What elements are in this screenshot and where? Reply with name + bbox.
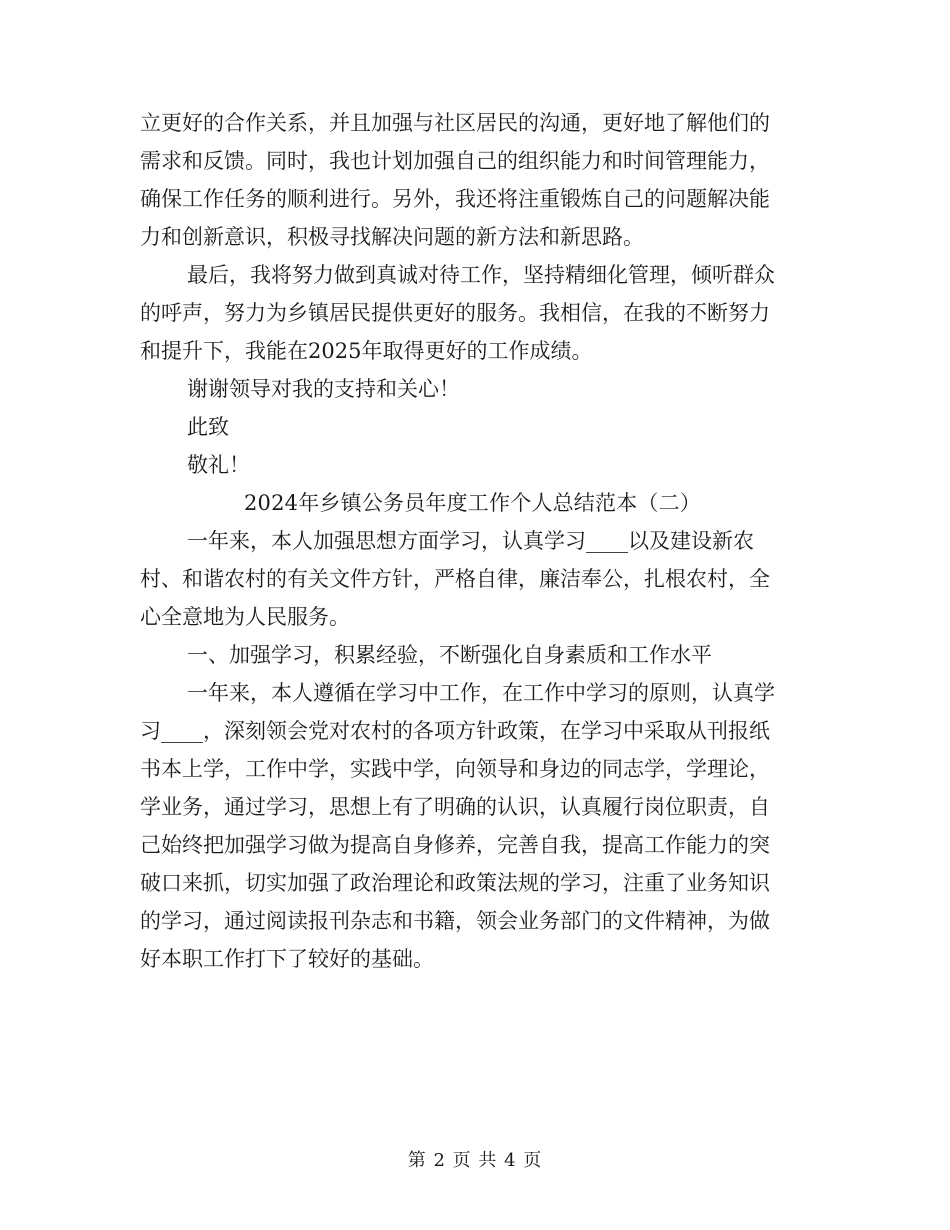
body-line: 敬礼！	[187, 453, 250, 477]
page-number-footer: 第 2 页 共 4 页	[407, 1150, 543, 1171]
body-line: 心全意地为人民服务。	[140, 605, 350, 629]
body-line: 需求和反馈。同时，我也计划加强自己的组织能力和时间管理能力，	[140, 149, 770, 173]
body-line: 的学习，通过阅读报刊杂志和书籍，领会业务部门的文件精神，为做	[140, 909, 770, 933]
section-title: 2024年乡镇公务员年度工作个人总结范本（二）	[243, 491, 702, 515]
document-body	[140, 104, 805, 978]
body-line: 一年来，本人加强思想方面学习，认真学习____以及建设新农	[187, 529, 754, 553]
body-line: 此致	[187, 415, 229, 439]
body-line: 好本职工作打下了较好的基础。	[140, 947, 434, 971]
body-line: 一年来，本人遵循在学习中工作，在工作中学习的原则，认真学	[187, 681, 775, 705]
body-line: 力和创新意识，积极寻找解决问题的新方法和新思路。	[140, 225, 644, 249]
body-line: 村、和谐农村的有关文件方针，严格自律，廉洁奉公，扎根农村，全	[140, 567, 770, 591]
body-line: 学业务，通过学习，思想上有了明确的认识，认真履行岗位职责，自	[140, 795, 770, 819]
body-line: 破口来抓，切实加强了政治理论和政策法规的学习，注重了业务知识	[140, 871, 770, 895]
body-line: 书本上学，工作中学，实践中学，向领导和身边的同志学，学理论，	[140, 757, 770, 781]
section-heading: 一、加强学习，积累经验，不断强化自身素质和工作水平	[187, 643, 712, 667]
body-line: 己始终把加强学习做为提高自身修养，完善自我，提高工作能力的突	[140, 833, 770, 857]
body-line: 最后，我将努力做到真诚对待工作，坚持精细化管理，倾听群众	[187, 263, 775, 287]
body-line: 的呼声，努力为乡镇居民提供更好的服务。我相信，在我的不断努力	[140, 301, 770, 325]
body-line: 和提升下，我能在2025年取得更好的工作成绩。	[140, 339, 593, 363]
body-line: 确保工作任务的顺利进行。另外，我还将注重锻炼自己的问题解决能	[140, 187, 770, 211]
body-line: 习____，深刻领会党对农村的各项方针政策，在学习中采取从刊报纸	[140, 719, 770, 743]
body-line: 谢谢领导对我的支持和关心！	[187, 377, 460, 401]
body-line: 立更好的合作关系，并且加强与社区居民的沟通，更好地了解他们的	[140, 111, 770, 135]
